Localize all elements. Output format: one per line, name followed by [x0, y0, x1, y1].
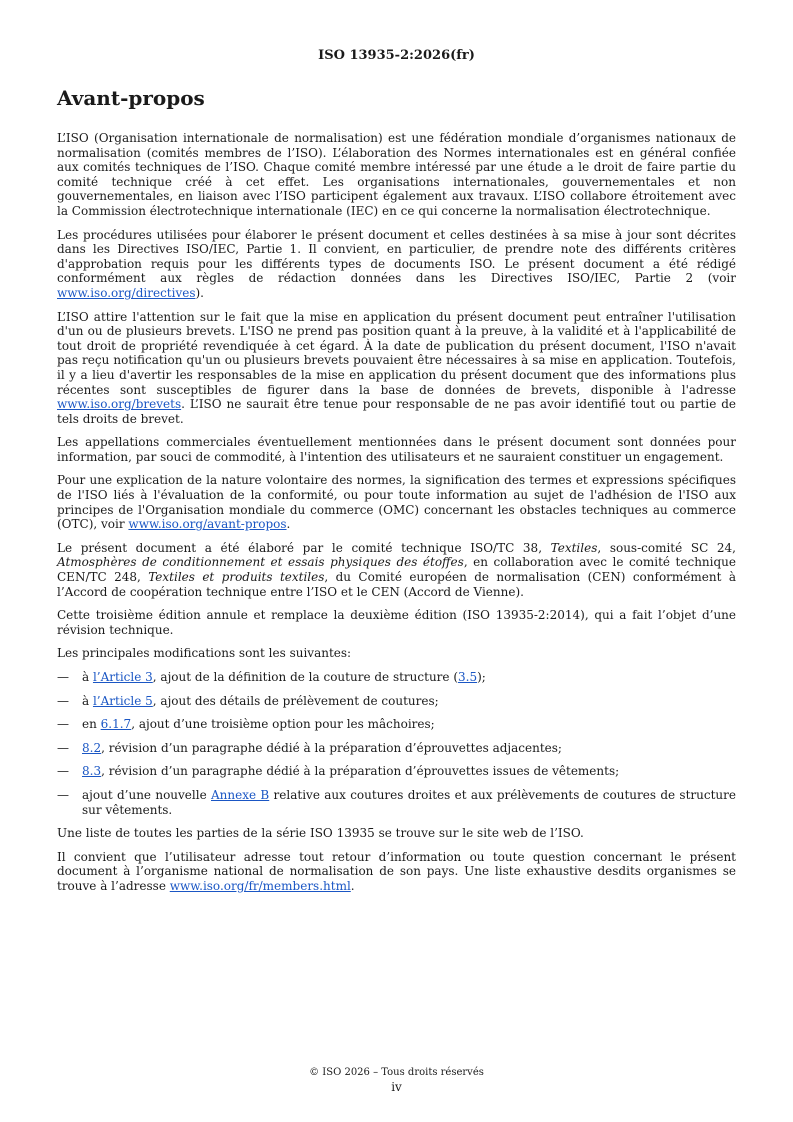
link-directives[interactable]: www.iso.org/directives: [57, 285, 196, 300]
page-number: iv: [391, 1080, 402, 1094]
document-header: ISO 13935-2:2026(fr): [318, 48, 475, 63]
list-item: — à l’Article 5, ajout des détails de prélèvement de coutures;: [57, 693, 439, 708]
link-6-1-7[interactable]: 6.1.7: [100, 717, 132, 732]
list-item: — 8.2, révision d’un paragraphe dédié à la préparation d’éprouvettes adjacentes;: [57, 740, 562, 755]
page-title: Avant-propos: [57, 86, 205, 110]
link-article-5[interactable]: l’Article 5: [92, 693, 153, 708]
link-brevets[interactable]: www.iso.org/brevets: [57, 397, 182, 412]
paragraph-modifications-intro: Les principales modifications sont les suivantes:: [57, 646, 352, 661]
paragraph-procedures: Les procédures utilisées pour élaborer le présent document et celles destinées à sa mise à jour sont décrites dans les Directives ISO/IEC, Partie 1. Il convient, en particulier, de prendre note des différents critères d'approbation requis pour les différents types de documents ISO. Le présent document a été rédigé conformément aux règles de rédaction données dans les Directives ISO/IEC, Partie 2 (voir www.iso.org/directives).: [57, 227, 736, 300]
link-8-2[interactable]: 8.2: [82, 740, 102, 755]
paragraph-iso-intro: L’ISO (Organisation internationale de normalisation) est une fédération mondiale d’organismes nationaux de normalisation (comités membres de l’ISO). L’élaboration des Normes internationales est en général confiée aux comités techniques de l’ISO. Chaque comité membre intéressé par une étude a le droit de faire partie du comité technique créé à cet effet. Les organisations internationales, gouvernementales et non gouvernementales, en liaison avec l’ISO participent également aux travaux. L’ISO collabore étroitement avec la Commission électrotechnique internationale (IEC) en ce qui concerne la normalisation électrotechnique.: [57, 131, 736, 218]
paragraph-trade-names: Les appellations commerciales éventuellement mentionnées dans le présent document sont données pour information, par souci de commodité, à l'intention des utilisateurs et ne sauraient constituer un engagement.: [57, 435, 736, 464]
paragraph-voluntary-nature: Pour une explication de la nature volontaire des normes, la signification des termes et expressions spécifiques de l'ISO liés à l'évaluation de la conformité, ou pour toute information au sujet de l'adhésion de l'ISO aux principes de l'Organisation mondiale du commerce (OMC) concernant les obstacles techniques au commerce (OTC), voir www.iso.org/avant-propos.: [57, 473, 736, 532]
copyright-notice: © ISO 2026 – Tous droits réservés: [309, 1067, 484, 1078]
paragraph-patents: L’ISO attire l'attention sur le fait que la mise en application du présent document peut entraîner l'utilisation d'un ou de plusieurs brevets. L'ISO ne prend pas position quant à la preuve, à la validité et à l'applicabilité de tout droit de propriété revendiquée à cet égard. À la date de publication du présent document, l'ISO n'avait pas reçu notification qu'un ou plusieurs brevets pouvaient être nécessaires à sa mise en application. Toutefois, il y a lieu d'avertir les responsables de la mise en application du présent document que des informations plus récentes sont susceptibles de figurer dans la base de données de brevets, disponible à l'adresse www.iso.org/brevets. L’ISO ne saurait être tenue pour responsable de ne pas avoir identifié tout ou partie de tels droits de brevet.: [57, 309, 736, 426]
list-item: — en 6.1.7, ajout d’une troisième option pour les mâchoires;: [57, 717, 435, 732]
list-item: — à l’Article 3, ajout de la définition de la couture de structure (3.5);: [57, 670, 486, 684]
link-3-5[interactable]: 3.5: [458, 670, 478, 684]
page-footer: [0, 1066, 793, 1094]
link-annexe-b[interactable]: Annexe B: [211, 787, 270, 802]
list-item: — 8.3, révision d’un paragraphe dédié à la préparation d’éprouvettes issues de vêtements;: [57, 764, 620, 779]
paragraph-feedback: Il convient que l’utilisateur adresse tout retour d’information ou toute question concernant le présent document à l’organisme national de normalisation de son pays. Une liste exhaustive desdits organismes se trouve à l’adresse www.iso.org/fr/members.html.: [57, 849, 736, 893]
document-body: [57, 131, 736, 903]
paragraph-edition: Cette troisième édition annule et remplace la deuxième édition (ISO 13935-2:2014), qui a fait l’objet d’une révision technique.: [57, 608, 736, 637]
link-members[interactable]: www.iso.org/fr/members.html: [169, 878, 351, 893]
link-avant-propos[interactable]: www.iso.org/avant-propos: [128, 517, 287, 532]
link-article-3[interactable]: l’Article 3: [92, 670, 153, 684]
paragraph-series-parts: Une liste de toutes les parties de la série ISO 13935 se trouve sur le site web de l’ISO.: [57, 826, 584, 841]
link-8-3[interactable]: 8.3: [82, 764, 102, 779]
list-item: — ajout d’une nouvelle Annexe B relative aux coutures droites et aux prélèvements de coutures de structure sur vêtements.: [57, 787, 736, 817]
modifications-list: [57, 670, 736, 817]
paragraph-committee: Le présent document a été élaboré par le comité technique ISO/TC 38, Textiles, sous-comité SC 24, Atmosphères de conditionnement et essais physiques des étoffes, en collaboration avec le comité technique CEN/TC 248, Textiles et produits textiles, du Comité européen de normalisation (CEN) conformément à l’Accord de coopération technique entre l’ISO et le CEN (Accord de Vienne).: [57, 540, 736, 599]
